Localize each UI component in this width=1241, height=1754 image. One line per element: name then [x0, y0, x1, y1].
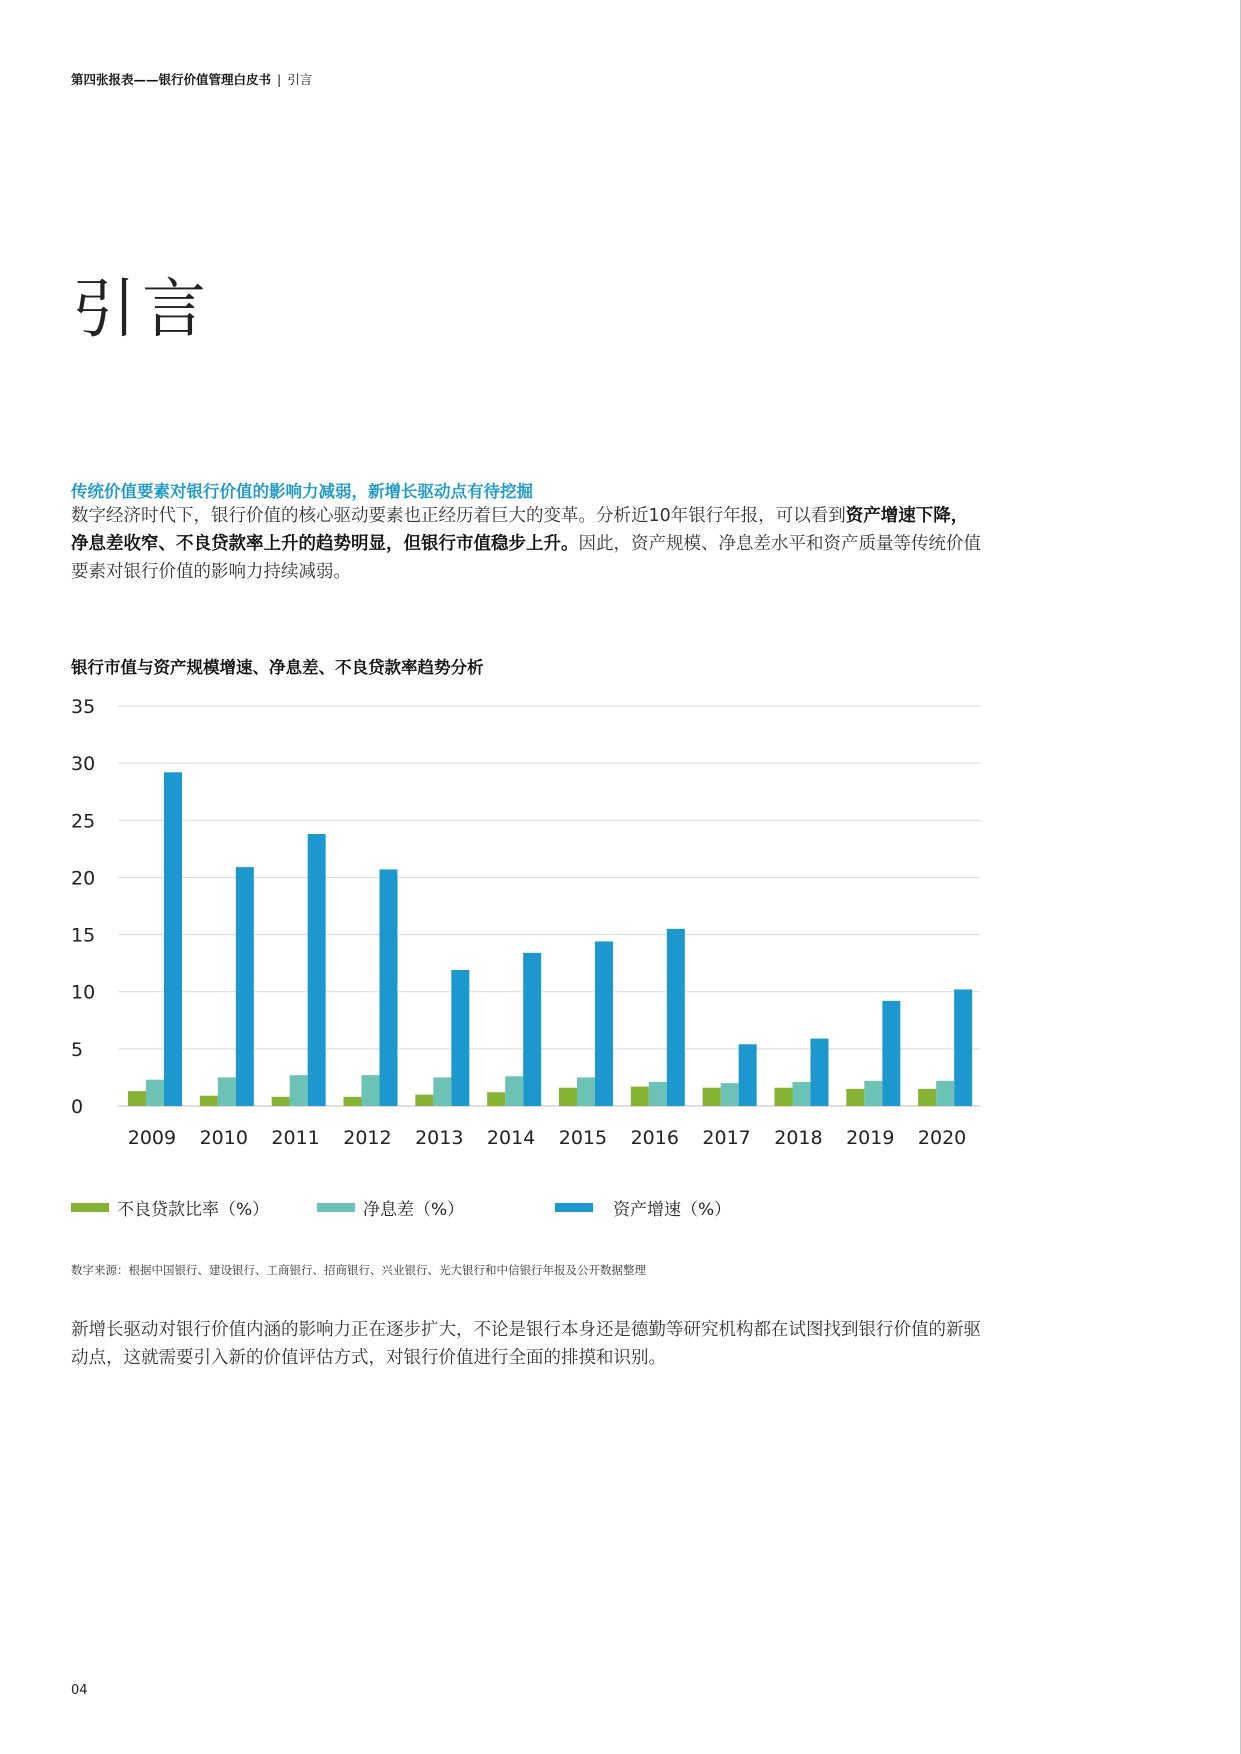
- legend-swatch-npl: [71, 1203, 109, 1212]
- asset-growth-bar: [451, 970, 469, 1106]
- intro-paragraph-part1: 数字经济时代下，银行价值的核心驱动要素也正经历着巨大的变革。分析近10年银行年报，可以看到: [71, 506, 846, 526]
- y-tick-label: 10: [71, 981, 96, 1004]
- x-tick-label: 2014: [486, 1127, 536, 1149]
- npl-bar: [918, 1089, 936, 1106]
- nim-bar: [793, 1082, 811, 1106]
- npl-bar: [559, 1088, 577, 1106]
- x-tick-label: 2012: [343, 1127, 392, 1149]
- npl-bar: [344, 1097, 362, 1106]
- y-tick-label: 15: [71, 924, 96, 947]
- y-tick-label: 20: [71, 867, 96, 890]
- chart-title: 银行市值与资产规模增速、净息差、不良贷款率趋势分析: [71, 658, 484, 677]
- page-title: 引言: [72, 273, 212, 347]
- intro-paragraph-part2: 因此，资产规模、净息差水平和资产质量等传统价值要素对银行价值的影响力持续减弱。: [71, 534, 981, 582]
- npl-bar: [631, 1087, 649, 1106]
- nim-bar: [577, 1077, 595, 1106]
- x-tick-label: 2017: [702, 1127, 751, 1149]
- source-note: 数字来源：根据中国银行、建设银行、工商银行、招商银行、兴业银行、光大银行和中信银行年报及公开数据整理: [71, 1263, 646, 1277]
- asset-growth-bar: [308, 834, 326, 1106]
- legend-label-npl: 不良贷款比率（%）: [117, 1200, 270, 1220]
- legend-swatch-nim: [317, 1203, 355, 1212]
- nim-bar: [218, 1077, 236, 1106]
- page-number: 04: [71, 1683, 88, 1698]
- chart-legend: [71, 1195, 971, 1219]
- header-series-title: 第四张报表——银行价值管理白皮书: [71, 72, 272, 87]
- npl-bar: [703, 1088, 721, 1106]
- x-tick-label: 2009: [127, 1127, 177, 1149]
- x-tick-label: 2011: [271, 1127, 320, 1149]
- asset-growth-bar: [164, 772, 182, 1106]
- nim-bar: [649, 1082, 667, 1106]
- asset-growth-bar: [667, 929, 685, 1106]
- y-tick-label: 0: [71, 1096, 84, 1118]
- asset-growth-bar: [523, 953, 541, 1106]
- nim-bar: [146, 1080, 164, 1106]
- x-tick-label: 2019: [846, 1127, 895, 1149]
- npl-bar: [128, 1091, 146, 1106]
- x-tick-label: 2018: [774, 1127, 823, 1149]
- y-tick-label: 35: [71, 696, 96, 718]
- x-tick-label: 2020: [917, 1127, 967, 1149]
- asset-growth-bar: [954, 989, 972, 1106]
- x-tick-label: 2015: [558, 1127, 608, 1149]
- y-tick-label: 5: [71, 1038, 84, 1061]
- nim-bar: [362, 1075, 380, 1106]
- legend-item-asset-growth: [555, 1195, 731, 1220]
- nim-bar: [433, 1077, 451, 1106]
- section-heading: 传统价值要素对银行价值的影响力减弱，新增长驱动点有待挖掘: [71, 482, 533, 501]
- x-tick-label: 2013: [415, 1127, 464, 1149]
- y-tick-label: 25: [71, 810, 96, 833]
- asset-growth-bar: [882, 1001, 900, 1106]
- asset-growth-bar: [811, 1039, 829, 1106]
- legend-item-nim: [317, 1195, 464, 1220]
- asset-growth-bar: [739, 1044, 757, 1106]
- asset-growth-bar: [595, 941, 613, 1106]
- nim-bar: [936, 1081, 954, 1106]
- nim-bar: [864, 1081, 882, 1106]
- closing-paragraph: 新增长驱动对银行价值内涵的影响力正在逐步扩大，不论是银行本身还是德勤等研究机构都在试图找到银行价值的新驱动点，这就需要引入新的价值评估方式，对银行价值进行全面的排摸和识别。: [71, 1320, 981, 1368]
- asset-growth-bar: [236, 867, 254, 1106]
- bar-chart: [0, 690, 1000, 1160]
- intro-paragraph: [71, 502, 981, 586]
- npl-bar: [272, 1097, 290, 1106]
- asset-growth-bar: [380, 869, 398, 1106]
- npl-bar: [415, 1095, 433, 1106]
- running-header: [71, 70, 312, 88]
- header-separator: |: [277, 72, 282, 87]
- intro-paragraph-bold: 资产增速下降，净息差收窄、不良贷款率上升的趋势明显，但银行市值稳步上升。: [71, 506, 969, 554]
- npl-bar: [200, 1096, 218, 1106]
- nim-bar: [505, 1076, 523, 1106]
- npl-bar: [487, 1092, 505, 1106]
- header-section: 引言: [287, 72, 313, 87]
- legend-item-npl: [71, 1195, 269, 1220]
- x-tick-label: 2010: [199, 1127, 248, 1149]
- nim-bar: [290, 1075, 308, 1106]
- npl-bar: [775, 1088, 793, 1106]
- nim-bar: [721, 1083, 739, 1106]
- x-tick-label: 2016: [630, 1127, 679, 1149]
- legend-swatch-asset-growth: [555, 1203, 593, 1212]
- npl-bar: [846, 1089, 864, 1106]
- legend-label-nim: 净息差（%）: [363, 1200, 465, 1220]
- y-tick-label: 30: [71, 753, 96, 776]
- legend-label-asset-growth: 资产增速（%）: [613, 1200, 732, 1220]
